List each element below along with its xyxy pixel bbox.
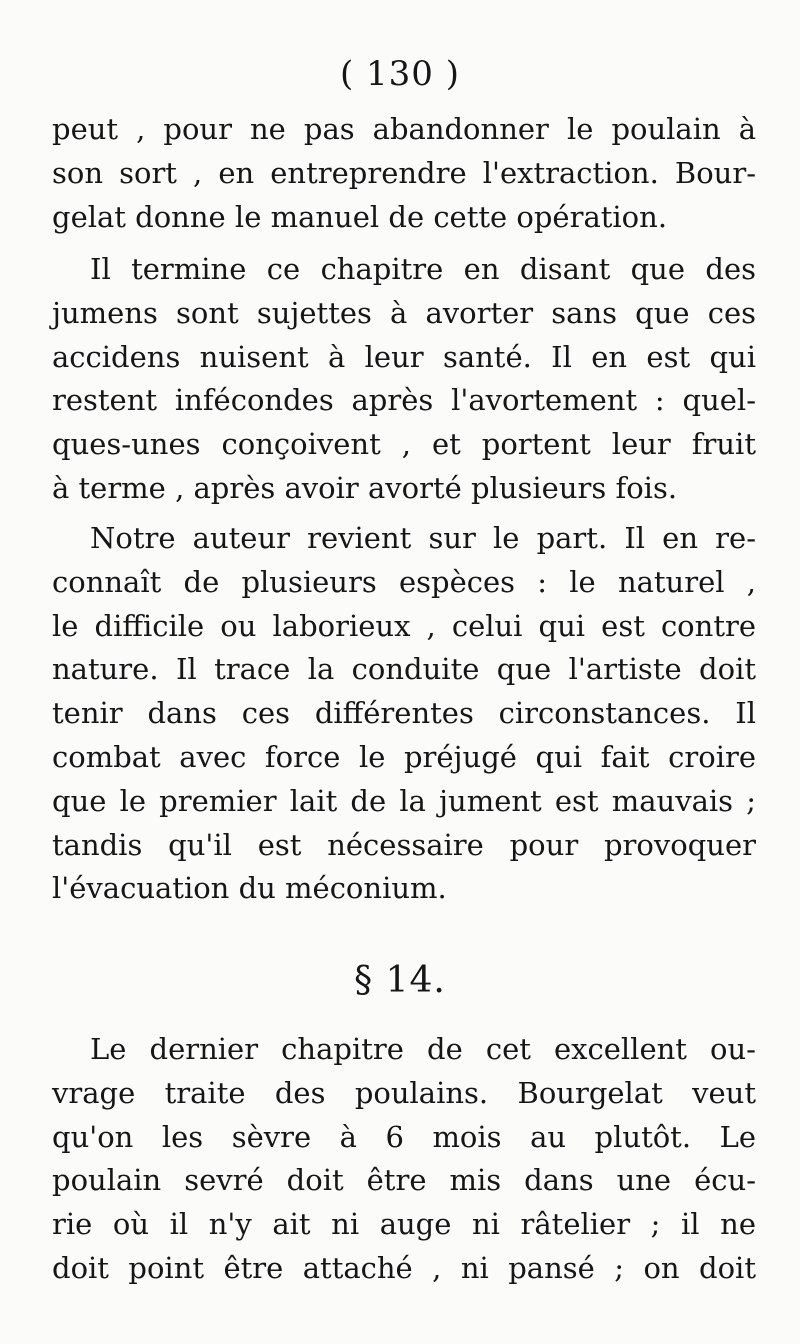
text-line: doit point être attaché , ni pansé ; on doit xyxy=(52,1250,756,1285)
text-line: gelat donne le manuel de cette opération. xyxy=(52,199,668,234)
text-line: combat avec force le préjugé qui fait croire xyxy=(52,739,756,774)
paragraph-avortement xyxy=(52,248,756,511)
section-heading: § 14. xyxy=(354,960,446,1001)
text-line: ques-unes conçoivent , et portent leur fruit xyxy=(52,427,756,462)
text-line: le difficile ou laborieux , celui qui est contre xyxy=(52,608,756,643)
paragraph-continuation xyxy=(52,108,756,239)
text-line: tenir dans ces différentes circonstances. Il xyxy=(52,696,756,731)
text-line: nature. Il trace la conduite que l'artiste doit xyxy=(52,652,756,687)
text-line: jumens sont sujettes à avorter sans que ces xyxy=(52,295,756,330)
text-line: poulain sevré doit être mis dans une écu- xyxy=(52,1163,756,1198)
text-line: connaît de plusieurs espèces : le naturel , xyxy=(52,564,756,599)
text-line: vrage traite des poulains. Bourgelat veut xyxy=(52,1075,756,1110)
paragraph-part xyxy=(52,517,756,911)
text-line: son sort , en entreprendre l'extraction. Bour- xyxy=(52,155,756,190)
text-line: Il termine ce chapitre en disant que des xyxy=(90,252,756,286)
text-line: accidens nuisent à leur santé. Il en est qui xyxy=(52,339,756,374)
text-line: à terme , après avoir avorté plusieurs fois. xyxy=(52,470,678,505)
text-line: que le premier lait de la jument est mauvais ; xyxy=(52,783,756,818)
text-line: l'évacuation du méconium. xyxy=(52,871,447,906)
paragraph-poulains xyxy=(52,1028,756,1291)
page-number: ( 130 ) xyxy=(339,54,461,94)
text-line: Le dernier chapitre de cet excellent ou- xyxy=(90,1032,756,1066)
text-line: rie où il n'y ait ni auge ni râtelier ; il ne xyxy=(52,1207,756,1242)
text-line: Notre auteur revient sur le part. Il en re- xyxy=(90,521,756,555)
text-line: tandis qu'il est nécessaire pour provoquer xyxy=(52,827,756,862)
text-line: qu'on les sèvre à 6 mois au plutôt. Le xyxy=(52,1119,756,1154)
text-line: peut , pour ne pas abandonner le poulain à xyxy=(52,112,756,146)
text-line: restent infécondes après l'avortement : quel- xyxy=(52,383,756,418)
